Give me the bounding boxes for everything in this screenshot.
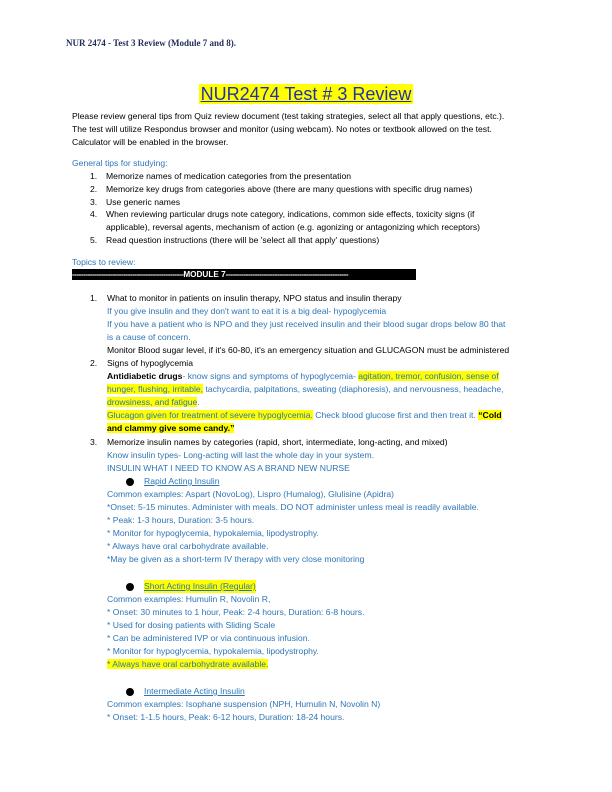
- tip-item: 1. Memorize names of medication categories from the presentation: [90, 171, 352, 181]
- intro-line: Please review general tips from Quiz review document (test taking strategies, select all that apply questions, etc.).: [72, 111, 505, 121]
- intro-line: The test will utilize Respondus browser and monitor (using webcam). No notes or textbook allowed on the test.: [72, 123, 492, 134]
- short-acting-notes: Common examples: Humulin R, Novolin R, * Onset: 30 minutes to 1 hour, Peak: 2-4 hours, Duration: 6-8 hours. * Used for dosing patients with Sliding Scale * Can be administered IVP or via continuous infusion. * Monitor for hypoglycemia, hypokalemia, lipodystrophy. * Always have oral carbohydrate available.: [107, 594, 365, 670]
- rapid-acting-notes: Common examples: Aspart (NovoLog), Lispro (Humalog), Glulisine (Apidra) *Onset: 5-15 minutes. Administer with meals. DO NOT administer unless meal is readily available. * Peak: 1-3 hours, Duration: 3-5 hours. * Monitor for hypoglycemia, hypokalemia, lipodystrophy. * Always have oral carbohydrate available. *May be given as a short-term IV therapy with very close monitoring: [107, 489, 479, 565]
- intermediate-acting-title: Intermediate Acting Insulin: [144, 686, 245, 696]
- tip-item: 3. Use generic names: [90, 196, 181, 207]
- intro-line: Calculator will be enabled in the browser.: [72, 136, 229, 147]
- title-block: [0, 84, 612, 105]
- short-acting-title: Short Acting Insulin (Regular): [144, 581, 256, 591]
- bullet-icon: [126, 583, 134, 591]
- topic-item-2-notes: Antidiabetic drugs- know signs and symptoms of hypoglycemia- agitation, tremor, confusion, sense of hunger, flushing, irritable, tachycardia, palpitations, sweating (diaphoresis), and nervousness, headache, drowsiness, and fatigue. Glucagon given for treatment of severe hypoglycemia. Check blood glucose first and then treat it. “Cold and clammy give some candy.”: [107, 371, 504, 434]
- intermediate-acting-notes: Common examples: Isophane suspension (NPH, Humulin N, Novolin N) * Onset: 1-1.5 hours, Peak: 6-12 hours, Duration: 18-24 hours.: [107, 699, 381, 723]
- bullet-icon: [126, 688, 134, 696]
- topic-item-1-notes: If you give insulin and they don't want to eat it is a big deal- hypoglycemia If you have a patient who is NPO and they just received insulin and their blood sugar drops below 80 that is a cause of concern. Monitor Blood sugar level, if it's 60-80, it's an emergency situation and GLUCAGON must be administered: [107, 306, 510, 356]
- topic-item-3-notes: Know insulin types- Long-acting will last the whole day in your system. INSULIN WHAT I NEED TO KNOW AS A BRAND NEW NURSE: [107, 450, 375, 474]
- page-title: NUR2474 Test # 3 Review: [200, 84, 412, 104]
- intro-paragraph: [72, 110, 542, 148]
- tip-item: 4. When reviewing particular drugs note category, indications, common side effects, toxicity signs (if: [90, 209, 475, 220]
- tip-item: 2. Memorize key drugs from categories above (there are many questions with specific drug names): [90, 183, 473, 194]
- bullet-icon: [126, 478, 134, 486]
- tips-heading: General tips for studying:: [72, 158, 168, 168]
- rapid-acting-title: Rapid Acting Insulin: [144, 476, 220, 486]
- module-divider: --------------------------------------------------MODULE 7-------------------------------------------------------: [72, 269, 416, 280]
- tip-item: applicable), reversal agents, mechanism of action (e.g. agonizing or antagonizing which receptors): [106, 222, 481, 233]
- topics-heading: Topics to review:: [72, 257, 136, 267]
- module-label: MODULE 7: [183, 270, 226, 279]
- document-header: NUR 2474 - Test 3 Review (Module 7 and 8).: [66, 38, 236, 48]
- tip-item: 5. Read question instructions (there will be 'select all that apply' questions): [90, 234, 380, 245]
- tips-list: [72, 170, 542, 247]
